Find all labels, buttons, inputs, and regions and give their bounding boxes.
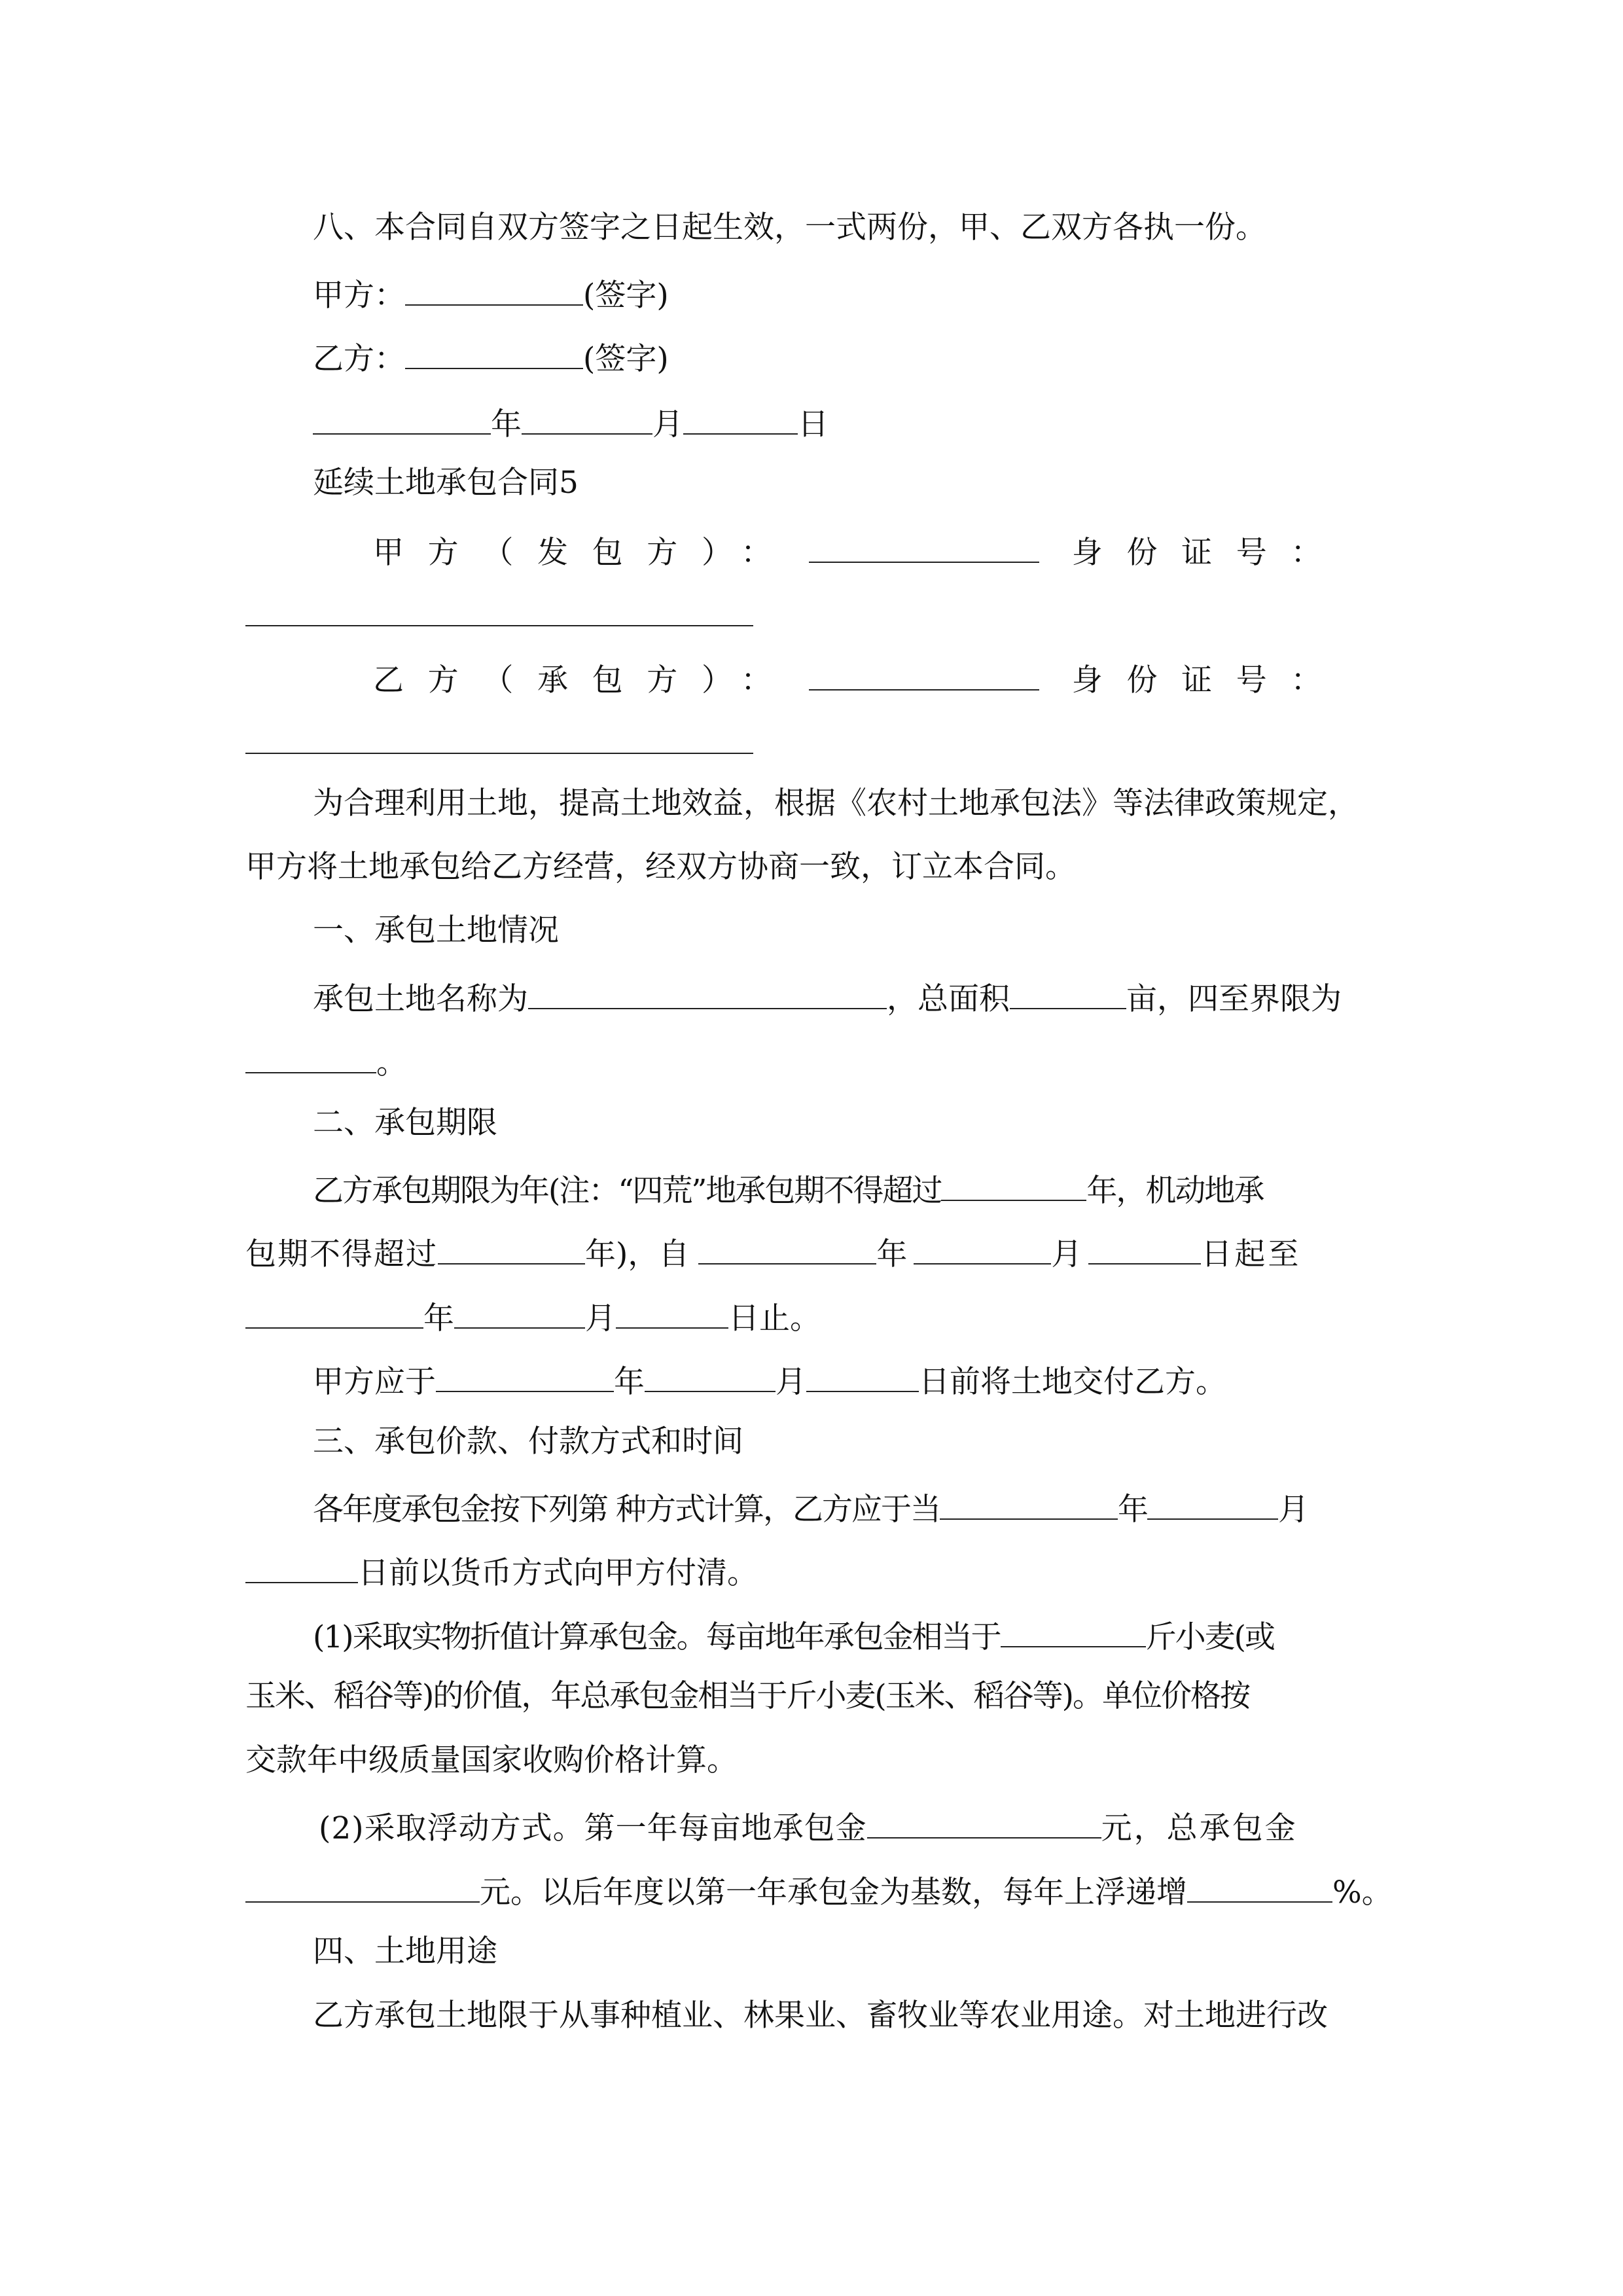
heading-4: 四、土地用途: [313, 1933, 497, 1969]
payment-line-2: 日前以货币方式向甲方付清。: [245, 1549, 1378, 1588]
year-blank[interactable]: [313, 401, 491, 435]
increase-rate-blank[interactable]: [1187, 1869, 1332, 1903]
option-1-line-2: 玉米、稻谷等)的价值，年总承包金相当于斤小麦(玉米、稻谷等)。单位价格按: [245, 1678, 1250, 1714]
party-a-info-line: 甲方（发包方）： 身份证号：: [373, 529, 1361, 568]
delivery-year-blank[interactable]: [436, 1358, 614, 1392]
party-a-signature-line: 甲方： (签字): [245, 272, 1445, 311]
boundary-blank[interactable]: [245, 1039, 376, 1073]
payment-day-blank[interactable]: [245, 1549, 358, 1583]
party-b-name-blank[interactable]: [809, 656, 1039, 691]
delivery-month-blank[interactable]: [645, 1358, 776, 1392]
day-blank[interactable]: [683, 401, 798, 435]
land-name-blank[interactable]: [528, 975, 887, 1009]
party-a-signature-blank[interactable]: [405, 272, 583, 306]
end-day-blank[interactable]: [616, 1295, 728, 1329]
land-info-line-2: 。: [245, 1039, 1378, 1079]
option-1-line-3: 交款年中级质量国家收购价格计算。: [245, 1742, 738, 1778]
mobile-land-term-blank[interactable]: [438, 1230, 585, 1265]
clause-8: 八、本合同自双方签字之日起生效，一式两份，甲、乙双方各执一份。: [313, 209, 1266, 245]
wheat-amount-blank[interactable]: [1001, 1613, 1146, 1647]
option-1-line-1: (1)采取实物折值计算承包金。每亩地年承包金相当于 斤小麦(或: [245, 1613, 1445, 1653]
heading-2: 二、承包期限: [313, 1105, 497, 1141]
total-area-blank[interactable]: [1010, 975, 1126, 1009]
preamble-line-2: 甲方将土地承包给乙方经营，经双方协商一致，订立本合同。: [245, 849, 1076, 885]
payment-line-1: 各年度承包金按下列第 种方式计算，乙方应于当 年 月: [245, 1486, 1445, 1525]
party-b-signature-blank[interactable]: [405, 335, 583, 369]
end-month-blank[interactable]: [454, 1295, 585, 1329]
party-a-id-blank[interactable]: [245, 625, 753, 626]
heading-3: 三、承包价款、付款方式和时间: [313, 1424, 743, 1460]
wasteland-term-blank[interactable]: [941, 1167, 1086, 1201]
party-b-id-blank[interactable]: [245, 753, 753, 754]
month-blank[interactable]: [522, 401, 652, 435]
signing-date-line: 年 月 日: [245, 401, 1445, 440]
payment-year-blank[interactable]: [940, 1486, 1118, 1520]
first-year-rent-blank[interactable]: [867, 1804, 1101, 1839]
payment-month-blank[interactable]: [1147, 1486, 1278, 1520]
delivery-day-blank[interactable]: [806, 1358, 919, 1392]
party-a-name-blank[interactable]: [809, 529, 1039, 563]
end-year-blank[interactable]: [245, 1295, 423, 1329]
land-info-line-1: 承包土地名称为 ，总面积 亩，四至界限为: [245, 975, 1445, 1014]
option-2-line-2: 元。以后年度以第一年承包金为基数，每年上浮递增 %。: [245, 1869, 1410, 1908]
preamble-line-1: 为合理利用土地，提高土地效益，根据《农村土地承包法》等法律政策规定，: [313, 785, 1359, 821]
delivery-line: 甲方应于 年 月 日前将土地交付乙方。: [245, 1358, 1445, 1397]
party-b-info-line: 乙方（承包方）： 身份证号：: [373, 656, 1361, 696]
total-rent-blank[interactable]: [245, 1869, 480, 1903]
start-year-blank[interactable]: [698, 1230, 876, 1265]
contract-title: 延续土地承包合同5: [313, 465, 579, 501]
term-line-1: 乙方承包期限为年(注：“四荒”地承包期不得超过 年，机动地承: [245, 1167, 1445, 1206]
start-month-blank[interactable]: [914, 1230, 1051, 1265]
term-line-3: 年 月 日止。: [245, 1295, 1378, 1334]
land-use-line-1: 乙方承包土地限于从事种植业、林果业、畜牧业等农业用途。对土地进行改: [313, 1998, 1328, 2034]
option-2-line-1: (2)采取浮动方式。第一年每亩地承包金 元，总承包金: [319, 1804, 1378, 1844]
heading-1: 一、承包土地情况: [313, 912, 559, 948]
term-line-2: 包期不得超过 年)，自 年 月 日起至: [245, 1230, 1378, 1270]
start-day-blank[interactable]: [1088, 1230, 1201, 1265]
party-b-signature-line: 乙方： (签字): [245, 335, 1445, 374]
